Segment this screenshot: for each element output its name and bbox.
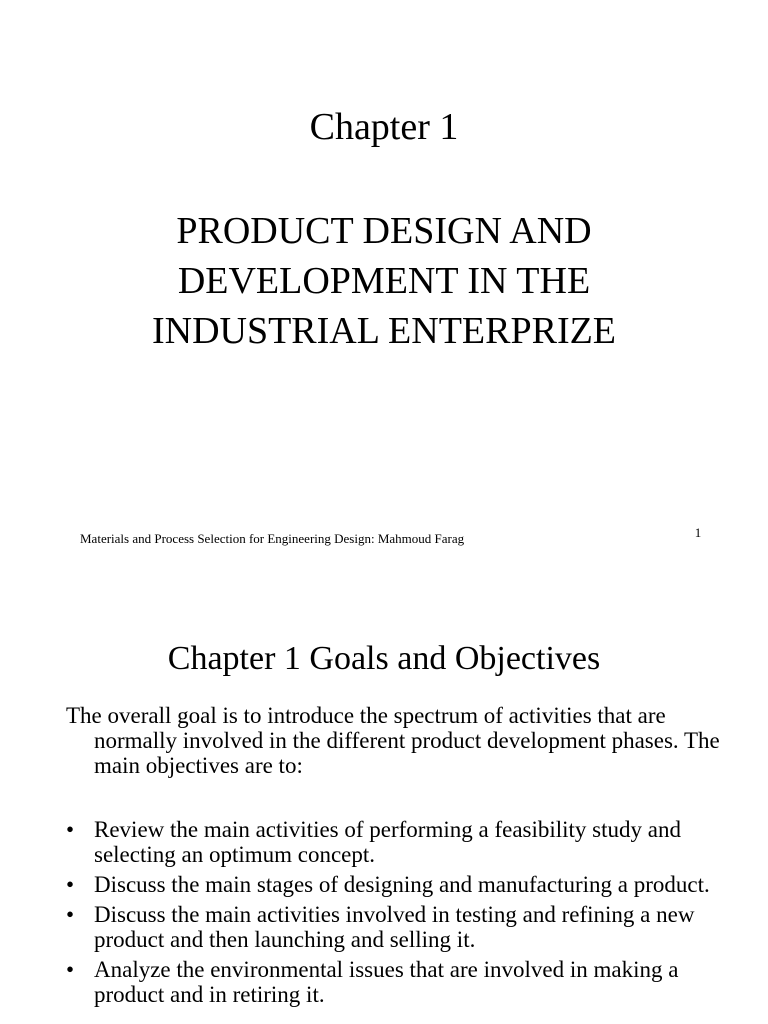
bullet-icon: • <box>66 817 75 842</box>
bullet-icon: • <box>66 872 75 897</box>
goals-title: Chapter 1 Goals and Objectives <box>167 640 601 677</box>
chapter-title-line: DEVELOPMENT IN THE <box>177 260 591 302</box>
page-number: 1 <box>694 525 702 540</box>
objective-text: Discuss the main stages of designing and manufacturing a product. <box>94 872 710 897</box>
intro-paragraph: The overall goal is to introduce the spectrum of activities that are normally involved in the different product development phases. The main objectives are to: <box>66 703 720 778</box>
list-item <box>66 902 726 952</box>
bullet-icon: • <box>66 902 75 927</box>
list-item <box>66 957 726 1007</box>
objective-text: Discuss the main activities involved in testing and refining a new product and then launching and selling it. <box>94 902 695 952</box>
bullet-icon: • <box>66 957 75 982</box>
chapter-title-line: PRODUCT DESIGN AND <box>176 210 592 252</box>
slide-footer: Materials and Process Selection for Engineering Design: Mahmoud Farag <box>80 531 465 546</box>
objective-text: Review the main activities of performing a feasibility study and selecting an optimum concept. <box>94 817 681 867</box>
objective-text: Analyze the environmental issues that are involved in making a product and in retiring it. <box>94 957 679 1007</box>
list-item <box>66 872 726 897</box>
slide-2 <box>0 576 768 1024</box>
objectives-list <box>66 817 726 1012</box>
chapter-label: Chapter 1 <box>309 106 459 148</box>
list-item <box>66 817 726 867</box>
chapter-title <box>0 206 768 356</box>
chapter-title-line: INDUSTRIAL ENTERPRIZE <box>151 310 617 352</box>
